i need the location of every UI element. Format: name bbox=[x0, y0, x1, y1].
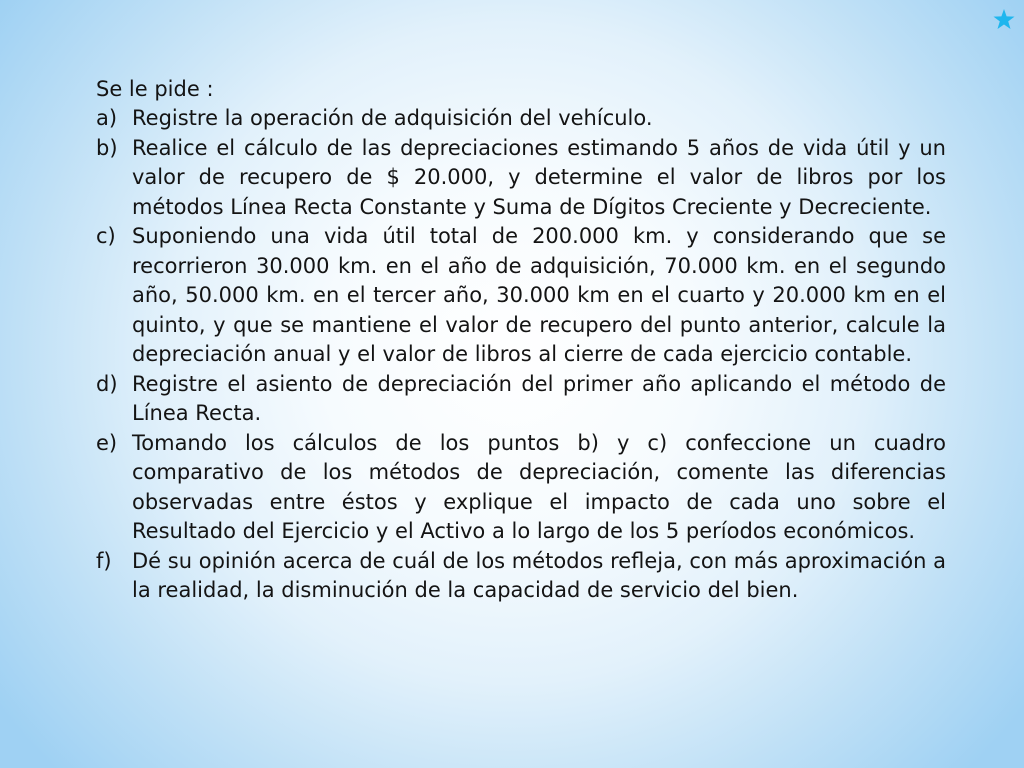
task-item-c bbox=[96, 222, 946, 370]
task-marker: c) bbox=[96, 224, 116, 248]
task-item-b bbox=[96, 134, 946, 223]
slide-heading: Se le pide : bbox=[96, 77, 214, 101]
task-text: Registre el asiento de depreciación del primer año aplicando el método de Línea Recta. bbox=[132, 371, 946, 425]
task-text: Tomando los cálculos de los puntos b) y c) confeccione un cuadro comparativo de los métodos de depreciación, comente las diferencias observadas entre éstos y explique el impacto de cada uno sobre el Resultado del Ejercicio y el Activo a lo largo de los 5 períodos económicos. bbox=[132, 430, 946, 543]
task-marker: f) bbox=[96, 548, 112, 573]
task-item-e bbox=[96, 429, 946, 547]
slide-content bbox=[96, 74, 946, 606]
task-item-f bbox=[96, 547, 946, 606]
task-item-a bbox=[96, 104, 946, 134]
task-marker: e) bbox=[96, 430, 118, 455]
task-text: Dé su opinión acerca de cuál de los métodos refleja, con más aproximación a la realidad, la disminución de la capacidad de servicio del bien. bbox=[132, 548, 946, 602]
task-list bbox=[96, 104, 946, 606]
task-item-d bbox=[96, 370, 946, 429]
star-icon bbox=[992, 8, 1016, 32]
task-marker: a) bbox=[96, 106, 118, 130]
task-text: Registre la operación de adquisición del vehículo. bbox=[132, 106, 653, 130]
task-marker: b) bbox=[96, 135, 118, 160]
task-marker: d) bbox=[96, 371, 118, 396]
task-text: Suponiendo una vida útil total de 200.000 km. y considerando que se recorrieron 30.000 km. en el año de adquisición, 70.000 km. en el segundo año, 50.000 km. en el tercer año, 30.000 km en el cuarto y 20.000 km en el quinto, y que se mantiene el valor de recupero del punto anterior, calcule la depreciación anual y el valor de libros al cierre de cada ejercicio contable. bbox=[132, 224, 946, 366]
task-text: Realice el cálculo de las depreciaciones estimando 5 años de vida útil y un valor de recupero de $ 20.000, y determine el valor de libros por los métodos Línea Recta Constante y Suma de Dígitos Creciente y Decreciente. bbox=[132, 135, 946, 219]
